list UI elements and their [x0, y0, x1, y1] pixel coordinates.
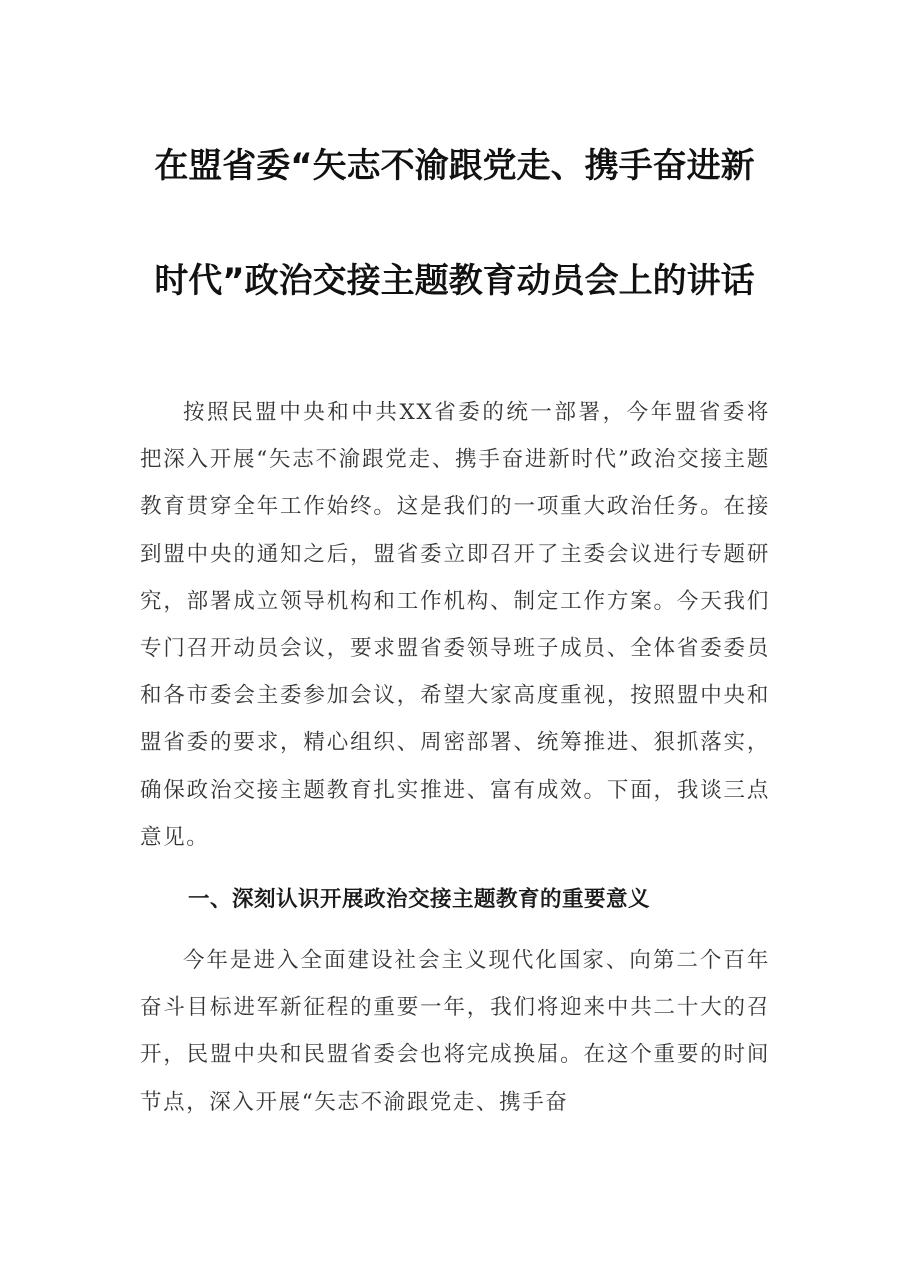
- body-paragraph-1: 按照民盟中央和中共XX省委的统一部署，今年盟省委将把深入开展“矢志不渝跟党走、携手奋进新时代”政治交接主题教育贯穿全年工作始终。这是我们的一项重大政治任务。在接到盟中央的通知之后，盟省委立即召开了主委会议进行专题研究，部署成立领导机构和工作机构、制定工作方案。今天我们专门召开动员会议，要求盟省委领导班子成员、全体省委委员和各市委会主委参加会议，希望大家高度重视，按照盟中央和盟省委的要求，精心组织、周密部署、统筹推进、狠抓落实，确保政治交接主题教育扎实推进、富有成效。下面，我谈三点意见。: [140, 400, 770, 850]
- body-paragraph-2: 今年是进入全面建设社会主义现代化国家、向第二个百年奋斗目标进军新征程的重要一年，我们将迎来中共二十大的召开，民盟中央和民盟省委会也将完成换届。在这个重要的时间节点，深入开展“矢志不渝跟党走、携手奋: [140, 948, 770, 1115]
- section-heading-1: 一、深刻认识开展政治交接主题教育的重要意义: [188, 887, 651, 912]
- document-title-line-2: 时代”政治交接主题教育动员会上的讲话: [154, 261, 755, 301]
- document-title-line-1: 在盟省委“矢志不渝跟党走、携手奋进新: [154, 146, 755, 186]
